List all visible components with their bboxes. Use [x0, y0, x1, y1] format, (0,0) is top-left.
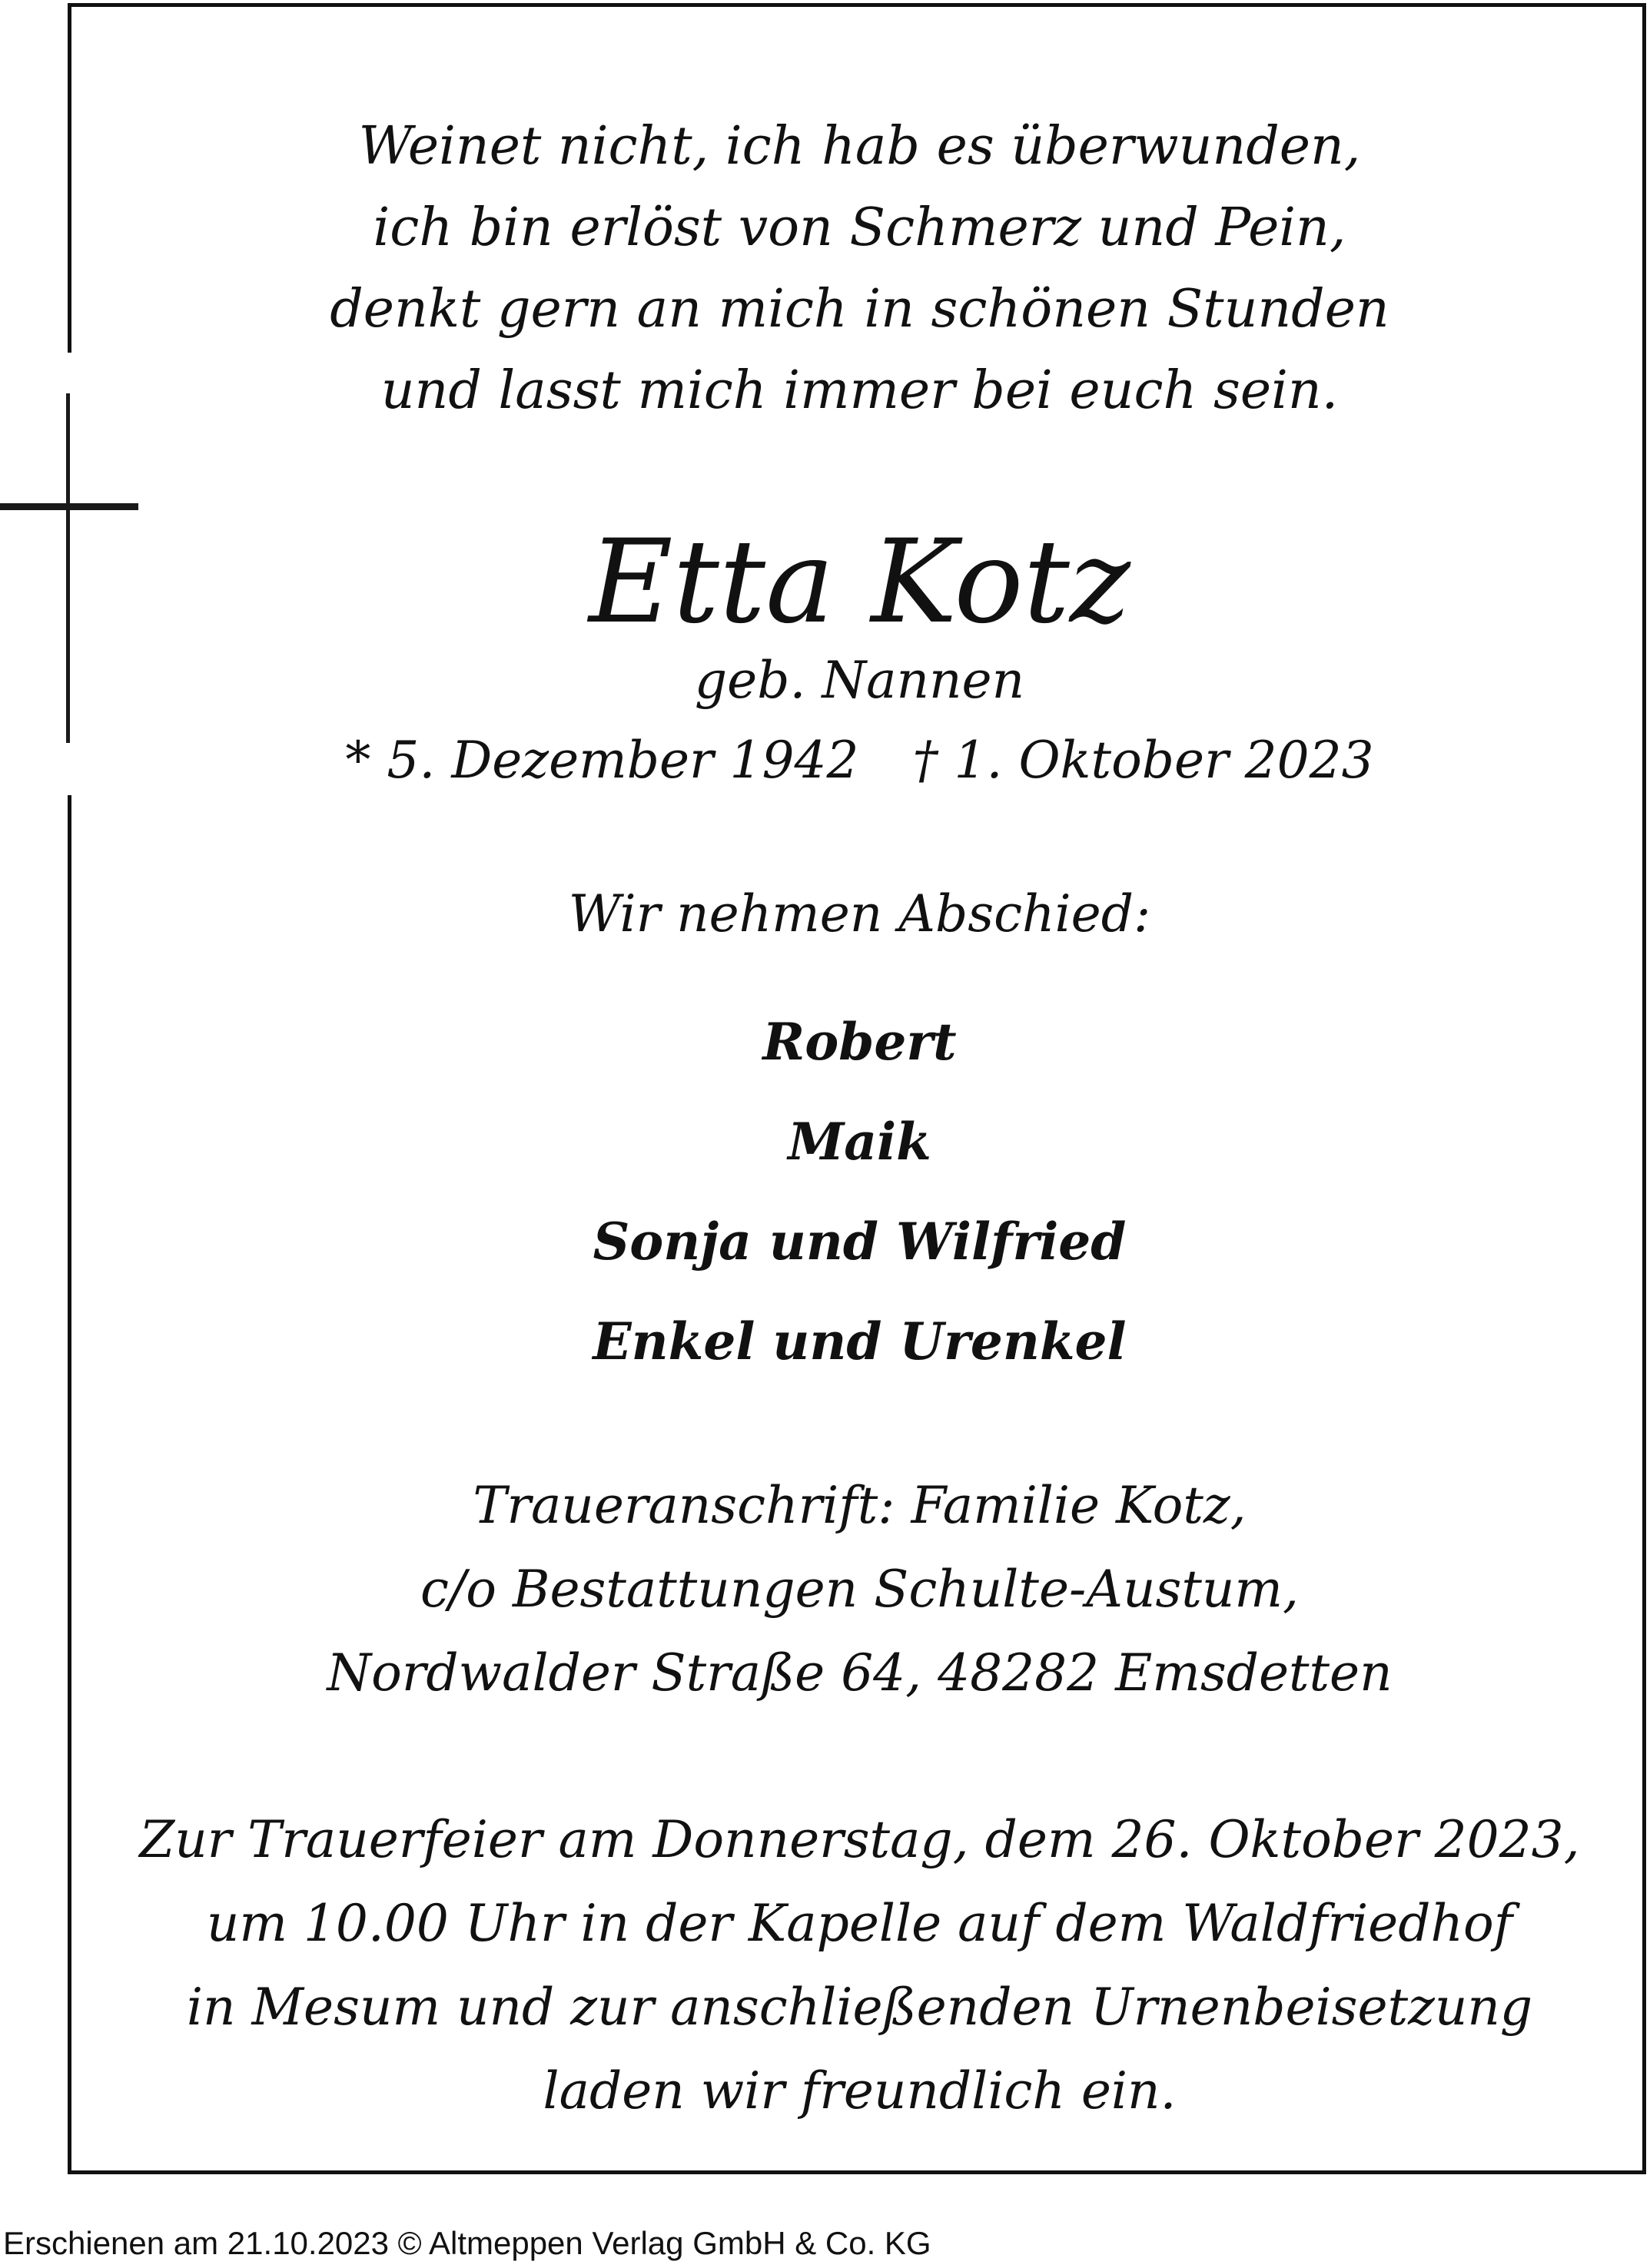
mourner-name: Maik [788, 1112, 931, 1172]
address-line: c/o Bestattungen Schulte-Austum, [420, 1560, 1299, 1619]
address-line: Nordwalder Straße 64, 48282 Emsdetten [327, 1643, 1393, 1703]
mourners-list [77, 992, 1642, 1391]
deceased-name: Etta Kotz [589, 516, 1130, 649]
address-line: Traueranschrift: Familie Kotz, [473, 1476, 1247, 1535]
frame-border-right [1642, 3, 1646, 2174]
mourner-name: Robert [762, 1012, 957, 1072]
cross-horizontal-bar [0, 503, 138, 510]
farewell-intro: Wir nehmen Abschied: [568, 884, 1151, 943]
frame-border-left-lower [68, 795, 71, 2174]
cross-vertical-bar [66, 393, 70, 743]
death-date: † 1. Oktober 2023 [912, 731, 1374, 790]
life-dates [77, 722, 1642, 799]
poem-line: denkt gern an mich in schönen Stunden [330, 279, 1389, 340]
mourner-name: Enkel und Urenkel [593, 1311, 1127, 1371]
maiden-name: geb. Nannen [694, 651, 1025, 710]
frame-border-left-upper [68, 3, 71, 353]
frame-border-top [68, 3, 1646, 7]
service-line: Zur Trauerfeier am Donnerstag, dem 26. Oktober 2023, [139, 1810, 1580, 1869]
service-line: um 10.00 Uhr in der Kapelle auf dem Waldfriedhof [206, 1894, 1513, 1953]
mourner-name: Sonja und Wilfried [593, 1212, 1127, 1272]
poem-line: und lasst mich immer bei euch sein. [380, 360, 1339, 421]
frame-border-bottom [68, 2170, 1646, 2174]
funeral-service-info [77, 1798, 1642, 2133]
service-line: laden wir freundlich ein. [543, 2061, 1177, 2120]
service-line: in Mesum und zur anschließenden Urnenbeisetzung [186, 1978, 1533, 2037]
poem-line: ich bin erlöst von Schmerz und Pein, [373, 197, 1346, 258]
poem-line: Weinet nicht, ich hab es überwunden, [358, 116, 1361, 177]
poem [77, 106, 1642, 432]
mourning-address [77, 1464, 1642, 1715]
publication-footer: Erschienen am 21.10.2023 © Altmeppen Verlag GmbH & Co. KG [3, 2225, 931, 2261]
birth-date: * 5. Dezember 1942 [345, 731, 859, 790]
